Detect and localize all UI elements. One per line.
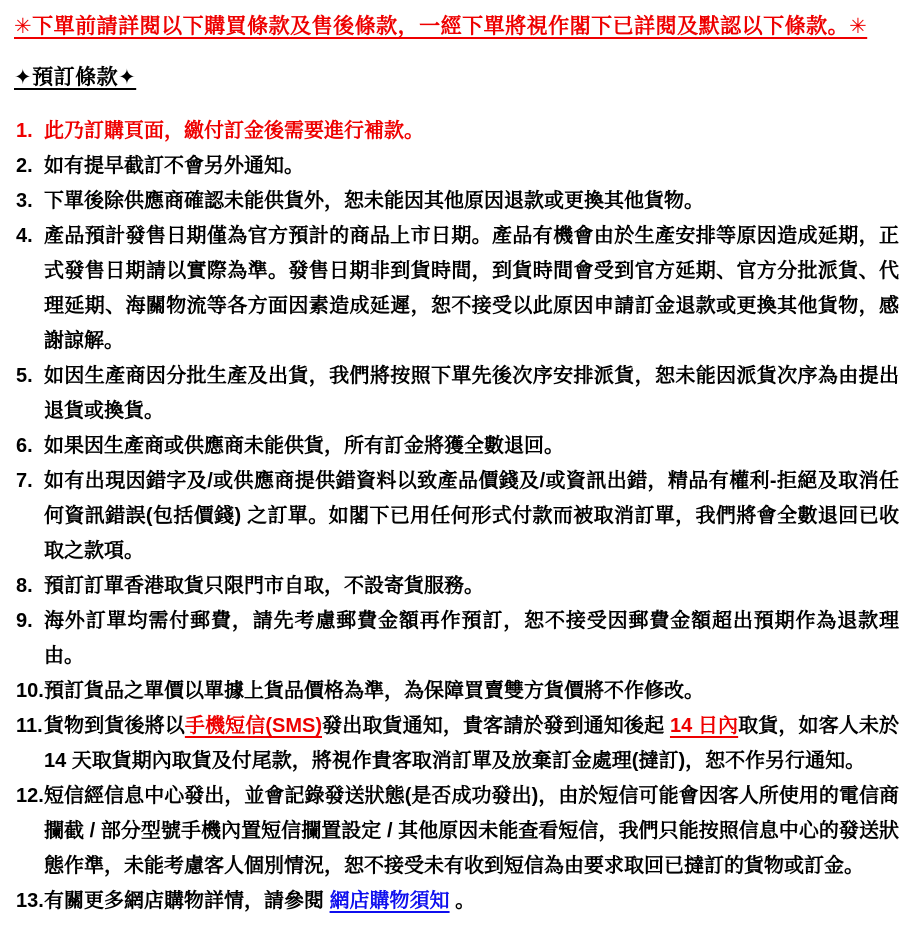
term-text-segment: 如果因生產商或供應商未能供貨，所有訂金將獲全數退回。 — [44, 435, 564, 457]
term-text-segment: 。 — [449, 890, 476, 912]
term-text-segment: 有關更多網店購物詳情，請參閱 — [44, 890, 330, 912]
term-number: 9. — [16, 610, 33, 632]
term-item-3 — [14, 184, 899, 219]
term-text — [44, 184, 899, 219]
term-text-segment: 14 日內 — [669, 715, 739, 737]
term-text-segment: 如有出現因錯字及/或供應商提供錯資料以致產品價錢及/或資訊出錯，精品有權利-拒絕及取消任何資訊錯誤(包括價錢) 之訂單。如閣下已用任何形式付款而被取消訂單，我們將會全數退回已收取之款項。 — [44, 470, 899, 562]
term-text — [44, 779, 899, 884]
term-number: 6. — [16, 435, 33, 457]
term-text-segment: 貨物到貨後將以 — [44, 715, 185, 737]
term-item-9 — [14, 604, 899, 674]
term-item-4 — [14, 219, 899, 359]
term-text-segment: 短信經信息中心發出，並會記錄發送狀態(是否成功發出)，由於短信可能會因客人所使用的電信商攔截 / 部分型號手機內置短信攔置設定 / 其他原因未能查看短信，我們只能按照信息中心的發送狀態作準，未能考慮客人個別情況，恕不接受未有收到短信為由要求取回已撻訂的貨物或訂金。 — [44, 785, 899, 877]
term-text — [44, 464, 899, 569]
term-number: 4. — [16, 225, 33, 247]
term-text-segment: 如有提早截訂不會另外通知。 — [44, 155, 304, 177]
term-item-10 — [14, 674, 899, 709]
term-number: 5. — [16, 365, 33, 387]
term-number: 7. — [16, 470, 33, 492]
term-text-segment: 預訂訂單香港取貨只限門市自取，不設寄貨服務。 — [44, 575, 484, 597]
term-item-8 — [14, 569, 899, 604]
term-item-5 — [14, 359, 899, 429]
term-text-segment: 海外訂單均需付郵費，請先考慮郵費金額再作預訂，恕不接受因郵費金額超出預期作為退款理由。 — [44, 610, 899, 667]
term-text — [44, 219, 899, 359]
terms-list — [14, 114, 899, 919]
term-number: 12. — [16, 785, 44, 807]
store-shopping-guide-link[interactable]: 網店購物須知 — [329, 890, 450, 912]
term-text-segment: 下單後除供應商確認未能供貨外，恕未能因其他原因退款或更換其他貨物。 — [44, 190, 704, 212]
term-text — [44, 569, 899, 604]
term-text — [44, 359, 899, 429]
term-text — [44, 149, 899, 184]
term-item-6 — [14, 429, 899, 464]
term-item-7 — [14, 464, 899, 569]
term-number: 2. — [16, 155, 33, 177]
term-text — [44, 884, 899, 919]
term-text-segment: 此乃訂購頁面，繳付訂金後需要進行補款。 — [44, 120, 424, 142]
section-title-pre-order-terms: ✦預訂條款✦ — [14, 66, 137, 89]
term-text-segment: 手機短信(SMS) — [184, 715, 323, 737]
term-text — [44, 604, 899, 674]
term-text-segment: 如因生產商因分批生產及出貨，我們將按照下單先後次序安排派貨，恕未能因派貨次序為由提出退貨或換貨。 — [44, 365, 899, 422]
term-number: 3. — [16, 190, 33, 212]
term-item-12 — [14, 779, 899, 884]
term-item-2 — [14, 149, 899, 184]
term-number: 10. — [16, 680, 44, 702]
pre-order-warning-notice: ✳下單前請詳閱以下購買條款及售後條款，一經下單將視作閣下已詳閱及默認以下條款。✳ — [14, 15, 868, 38]
term-text — [44, 429, 899, 464]
term-number: 13. — [16, 890, 44, 912]
term-text-segment: 發出取貨通知，貴客請於發到通知後起 — [322, 715, 670, 737]
term-number: 11. — [16, 715, 43, 737]
term-number: 8. — [16, 575, 33, 597]
term-text — [44, 674, 899, 709]
term-text — [44, 114, 899, 149]
term-item-11 — [14, 709, 899, 779]
term-text — [44, 709, 899, 779]
term-text-segment: 產品預計發售日期僅為官方預計的商品上市日期。產品有機會由於生產安排等原因造成延期，正式發售日期請以實際為準。發售日期非到貨時間，到貨時間會受到官方延期、官方分批派貨、代理延期、海關物流等各方面因素造成延遲，恕不接受以此原因申請訂金退款或更換其他貨物，感謝諒解。 — [44, 225, 899, 352]
term-item-1 — [14, 114, 899, 149]
term-item-13 — [14, 884, 899, 919]
term-text-segment: 預訂貨品之單價以單據上貨品價格為準，為保障買賣雙方貨價將不作修改。 — [44, 680, 704, 702]
term-text-segment: 取貨，如客人未於 14 天取貨期內取貨及付尾款，將視作貴客取消訂單及放棄訂金處理(撻訂)，恕不作另行通知。 — [44, 715, 900, 772]
term-number: 1. — [16, 120, 33, 142]
